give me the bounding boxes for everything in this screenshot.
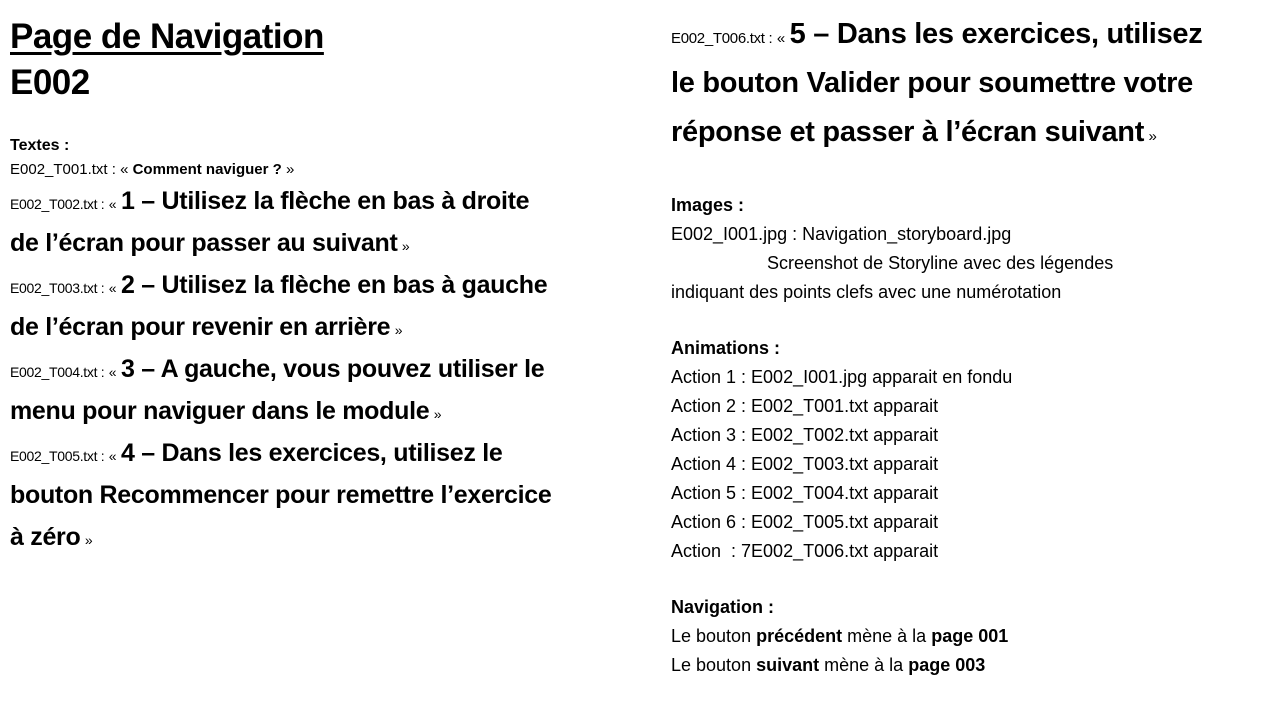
nav-prefix: Le bouton	[671, 655, 752, 675]
text-file-name: E002_T004.txt :	[10, 364, 105, 380]
animation-action-1: Action 1 : E002_I001.jpg apparait en fondu	[671, 367, 1013, 387]
text-content: Comment naviguer ?	[132, 161, 282, 178]
images-heading: Images :	[671, 195, 745, 215]
text-entry-t005	[10, 434, 555, 560]
animation-action-7: Action : 7E002_T006.txt apparait	[671, 541, 939, 561]
nav-target-page: page 003	[908, 655, 986, 675]
text-file-name: E002_T001.txt :	[10, 161, 116, 178]
navigation-previous-rule	[671, 622, 1231, 651]
close-quote: »	[84, 532, 93, 548]
text-entry-t003	[10, 266, 555, 350]
nav-middle: mène à la	[847, 626, 927, 646]
image-entry: E002_I001.jpg : Navigation_storyboard.jpg	[671, 224, 1012, 244]
texts-heading: Textes :	[10, 137, 70, 154]
close-quote: »	[285, 161, 295, 178]
open-quote: «	[108, 364, 117, 380]
nav-target-page: page 001	[931, 626, 1009, 646]
page-code: E002	[10, 63, 90, 102]
nav-button-name: précédent	[756, 626, 843, 646]
text-file-name: E002_T003.txt :	[10, 280, 105, 296]
text-content: 4 – Dans les exercices, utilisez le bouton Recommencer pour remettre l’exercice à zéro	[10, 439, 552, 551]
text-file-name: E002_T002.txt :	[10, 196, 105, 212]
animation-action-5: Action 5 : E002_T004.txt apparait	[671, 483, 939, 503]
animations-section	[671, 334, 1231, 566]
text-entry-t006	[671, 12, 1231, 159]
text-file-name: E002_T006.txt :	[671, 30, 773, 47]
open-quote: «	[120, 161, 129, 178]
image-description-line2: indiquant des points clefs avec une numérotation	[671, 282, 1062, 302]
text-entry-t002	[10, 182, 555, 266]
close-quote: »	[433, 406, 442, 422]
nav-middle: mène à la	[824, 655, 904, 675]
right-column	[671, 12, 1231, 680]
navigation-section	[671, 593, 1231, 680]
close-quote: »	[394, 322, 403, 338]
animation-action-6: Action 6 : E002_T005.txt apparait	[671, 512, 939, 532]
open-quote: «	[108, 196, 117, 212]
navigation-heading: Navigation :	[671, 597, 775, 617]
navigation-next-rule	[671, 651, 1231, 680]
image-description-line1: Screenshot de Storyline avec des légendes	[767, 253, 1114, 273]
text-entry-t001	[10, 158, 555, 182]
text-content: 2 – Utilisez la flèche en bas à gauche de l’écran pour revenir en arrière	[10, 271, 548, 341]
animations-heading: Animations :	[671, 338, 781, 358]
close-quote: »	[1148, 128, 1157, 145]
nav-prefix: Le bouton	[671, 626, 752, 646]
nav-button-name: suivant	[756, 655, 820, 675]
animation-action-4: Action 4 : E002_T003.txt apparait	[671, 454, 939, 474]
text-file-name: E002_T005.txt :	[10, 448, 105, 464]
left-column	[10, 12, 555, 560]
open-quote: «	[776, 30, 786, 47]
animation-action-3: Action 3 : E002_T002.txt apparait	[671, 425, 939, 445]
animation-action-2: Action 2 : E002_T001.txt apparait	[671, 396, 939, 416]
text-content: 1 – Utilisez la flèche en bas à droite de l’écran pour passer au suivant	[10, 187, 530, 257]
text-content: 5 – Dans les exercices, utilisez le bouton Valider pour soumettre votre réponse et passer à l’écran suivant	[671, 18, 1203, 148]
open-quote: «	[108, 448, 117, 464]
text-entry-t004	[10, 350, 555, 434]
close-quote: »	[401, 238, 410, 254]
images-section	[671, 191, 1231, 307]
open-quote: «	[108, 280, 117, 296]
text-content: 3 – A gauche, vous pouvez utiliser le menu pour naviguer dans le module	[10, 355, 545, 425]
page-title: Page de Navigation	[10, 17, 324, 56]
